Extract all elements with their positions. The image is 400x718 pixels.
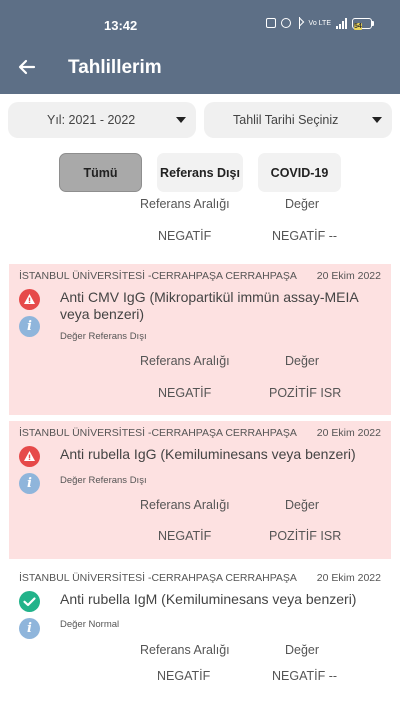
test-date-select-label: Tahlil Tarihi Seçiniz: [233, 113, 339, 127]
info-icon[interactable]: i: [19, 618, 40, 639]
signal-icon: [336, 18, 347, 29]
battery-icon: [352, 18, 374, 29]
result-value: POZİTİF ISR: [269, 529, 342, 543]
tab-all[interactable]: Tümü: [59, 153, 142, 192]
chevron-down-icon: [176, 117, 186, 123]
test-name: Anti rubella IgM (Kemiluminesans veya benzeri): [60, 591, 357, 607]
result-status: Değer Normal: [60, 619, 120, 630]
status-icons: [266, 17, 374, 29]
info-icon[interactable]: i: [19, 316, 40, 337]
result-card[interactable]: [9, 264, 391, 415]
nfc-icon: [266, 18, 276, 28]
reference-range-header: Referans Aralığı: [140, 197, 230, 211]
result-card[interactable]: [9, 421, 391, 559]
page-title: Tahlillerim: [68, 57, 162, 78]
reference-range-header: Referans Aralığı: [140, 498, 230, 512]
year-select[interactable]: [8, 102, 196, 138]
year-select-label: Yıl: 2021 - 2022: [47, 113, 136, 127]
test-name: Anti CMV IgG (Mikropartikül immün assay-MEIA veya benzeri): [60, 289, 358, 322]
reference-range-value: NEGATİF: [158, 529, 212, 543]
reference-range-value: NEGATİF: [158, 386, 212, 400]
bluetooth-icon: [296, 17, 304, 29]
test-name: Anti rubella IgG (Kemiluminesans veya benzeri): [60, 446, 356, 462]
warning-icon: [19, 446, 40, 467]
app-bar: [0, 42, 400, 94]
info-icon[interactable]: i: [19, 473, 40, 494]
result-date: 20 Ekim 2022: [316, 572, 381, 584]
back-arrow-icon[interactable]: [14, 54, 40, 80]
test-date-select[interactable]: [204, 102, 392, 138]
result-status: Değer Referans Dışı: [60, 475, 147, 486]
result-status: Değer Referans Dışı: [60, 331, 147, 342]
clock: 13:42: [104, 18, 138, 33]
reference-range-value: NEGATİF: [158, 229, 212, 243]
chevron-down-icon: [372, 117, 382, 123]
reference-range-header: Referans Aralığı: [140, 354, 230, 368]
institution-name: İSTANBUL ÜNİVERSİTESİ -CERRAHPAŞA CERRAHPAŞA: [19, 427, 297, 439]
tab-covid-19[interactable]: COVID-19: [258, 153, 341, 192]
reference-range-value: NEGATİF: [157, 669, 211, 683]
value-header: Değer: [285, 197, 320, 211]
value-header: Değer: [285, 498, 320, 512]
alarm-icon: [281, 18, 291, 28]
tab-out-of-reference[interactable]: Referans Dışı: [157, 153, 243, 192]
reference-range-header: Referans Aralığı: [140, 643, 230, 657]
result-value: POZİTİF ISR: [269, 386, 342, 400]
battery-level: 54: [354, 22, 362, 30]
volte-indicator: Vo LTE: [308, 19, 331, 27]
result-value: NEGATİF --: [272, 669, 338, 683]
check-icon: [19, 591, 40, 612]
result-card[interactable]: [9, 566, 391, 706]
warning-icon: [19, 289, 40, 310]
institution-name: İSTANBUL ÜNİVERSİTESİ -CERRAHPAŞA CERRAHPAŞA: [19, 270, 297, 282]
value-header: Değer: [285, 354, 320, 368]
result-date: 20 Ekim 2022: [316, 270, 381, 282]
result-value: NEGATİF --: [272, 229, 338, 243]
result-date: 20 Ekim 2022: [316, 427, 381, 439]
value-header: Değer: [285, 643, 320, 657]
status-bar: [0, 0, 400, 42]
institution-name: İSTANBUL ÜNİVERSİTESİ -CERRAHPAŞA CERRAHPAŞA: [19, 572, 297, 584]
